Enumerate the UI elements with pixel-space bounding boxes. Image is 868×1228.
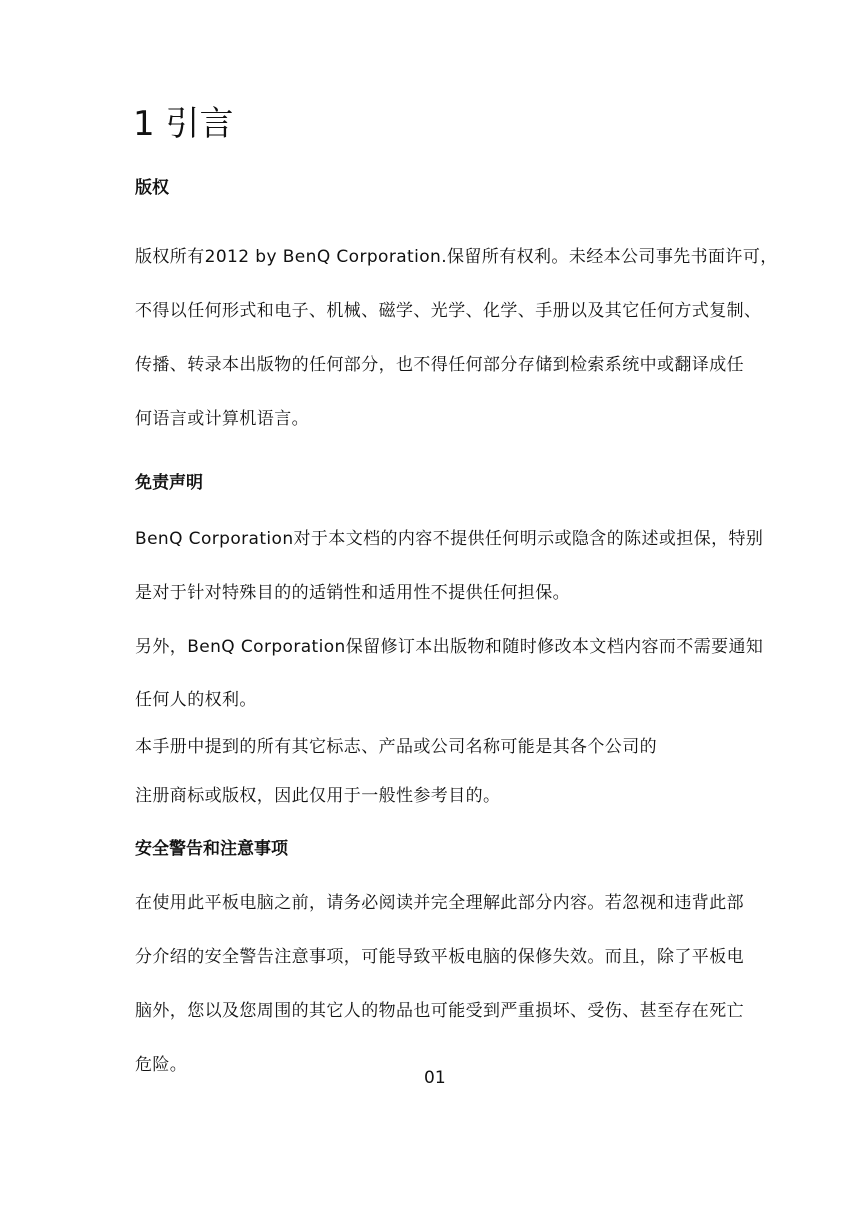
page-title: 1 引言 — [133, 104, 234, 144]
safety-line-4: 危险。 — [135, 1055, 188, 1075]
copyright-line-3: 传播、转录本出版物的任何部分，也不得任何部分存储到检索系统中或翻译成任 — [135, 355, 744, 375]
disclaimer-line-5: 本手册中提到的所有其它标志、产品或公司名称可能是其各个公司的 — [135, 737, 657, 757]
copyright-line-1: 版权所有2012 by BenQ Corporation.保留所有权利。未经本公司事先书面许可， — [135, 247, 778, 267]
section-heading-copyright: 版权 — [135, 178, 169, 198]
safety-line-2: 分介绍的安全警告注意事项，可能导致平板电脑的保修失效。而且，除了平板电 — [135, 947, 744, 967]
page-number: 01 — [424, 1068, 446, 1088]
copyright-line-2: 不得以任何形式和电子、机械、磁学、光学、化学、手册以及其它任何方式复制、 — [135, 301, 762, 321]
copyright-line-4: 何语言或计算机语言。 — [135, 409, 309, 429]
section-heading-safety: 安全警告和注意事项 — [135, 839, 288, 859]
safety-line-3: 脑外，您以及您周围的其它人的物品也可能受到严重损坏、受伤、甚至存在死亡 — [135, 1001, 744, 1021]
disclaimer-line-2: 是对于针对特殊目的的适销性和适用性不提供任何担保。 — [135, 583, 570, 603]
disclaimer-line-3: 另外，BenQ Corporation保留修订本出版物和随时修改本文档内容而不需要通知 — [135, 637, 764, 657]
disclaimer-line-6: 注册商标或版权，因此仅用于一般性参考目的。 — [135, 786, 501, 806]
section-heading-disclaimer: 免责声明 — [135, 473, 203, 493]
safety-line-1: 在使用此平板电脑之前，请务必阅读并完全理解此部分内容。若忽视和违背此部 — [135, 893, 744, 913]
disclaimer-line-1: BenQ Corporation对于本文档的内容不提供任何明示或隐含的陈述或担保，特别 — [135, 529, 764, 549]
disclaimer-line-4: 任何人的权利。 — [135, 690, 257, 710]
